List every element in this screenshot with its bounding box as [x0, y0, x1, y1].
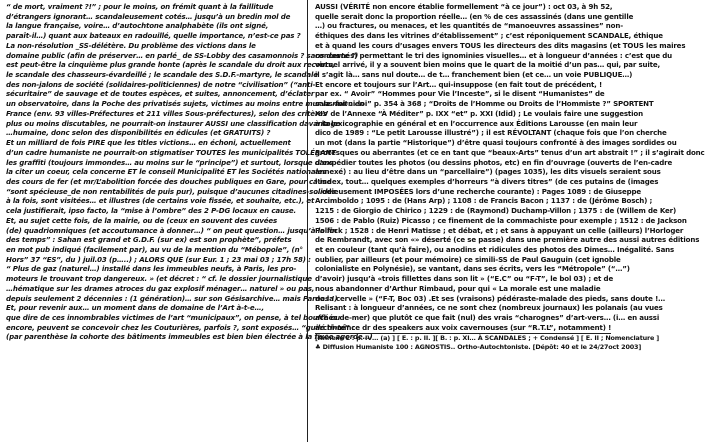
manuscript-line: “ Plus de gaz (naturel…) installé dans les immeubles neufs, à Paris, les pro-	[6, 264, 297, 274]
manuscript-line: d’un cadre humaniste ne pourrait-on stigmatiser TOUTES les municipalités TOLÉRANT	[6, 147, 336, 157]
manuscript-line: des non-jalons de société (solidaires-politiciennes) de notre “civilisation” (“anti-	[6, 79, 316, 89]
manuscript-line: la citer un coeur, cela concerne ET le conseil Municipalité ET les Sociétés nationales	[6, 167, 327, 177]
manuscript-line: par ex. “ Avoir” “Hommes pour Vie l’Inceste”, si le disent “Humanistes” de	[315, 89, 605, 99]
manuscript-line: …) ou fractures, ou menaces, et les quantités de “manoeuvres assassines” non-	[315, 21, 623, 31]
manuscript-line: …hématique sur les drames atroces du gaz explosif ménager… naturel » ou pas,	[6, 283, 315, 293]
manuscript-line: La non-résolution _SS-délétère. Du problème des victions dans le	[6, 40, 256, 50]
manuscript-line: Arcimboldo ; 1095 : de (Hans Arp) ; 1108 : de Francis Bacon ; 1137 : de (Jérôme Bosch) ;	[315, 196, 653, 206]
manuscript-line: grotesques ou aberrantes (et ce en tant que “beaux-Arts” tenus d’un art abstrait !” ; il s’agirait donc	[315, 147, 705, 157]
manuscript-line: colonialiste en Polynésie), se vantant, dans ses écrits, vers les “Métropole” (“…”)	[315, 264, 630, 274]
manuscript-line: et à quand les cours d’usages envers TOUS les directeurs des dits magasins (et TOUS les maires	[315, 40, 686, 50]
manuscript-line: “sont spécieuse_de non rentabilités de puis pur), puisque d’aucunes citadines-solides	[6, 186, 337, 196]
right-page-footer	[315, 334, 660, 352]
manuscript-line: des temps” : Sahan est grand et G.D.F. (sur ex) est son prophète”, préfets	[6, 235, 292, 245]
manuscript-line: moteurs le trouvant trop dangereux. » (et décret : “ cf. le dossier journalistique	[6, 274, 312, 284]
manuscript-line: de la cervelle » (“F-T, Boc 03) .Et ses (vraisons) pédéraste-malade des pieds, sans doute !…	[315, 293, 666, 303]
manuscript-line: d’expédier toutes les photos (ou dessins photos, etc) en fin d’ouvrage (ouverts de l’en-cadre	[315, 157, 673, 167]
footer-line: [Annexe L : p. IV… (a) ] [ E. : p. II. ][ B. : p. XI… À SCANDALES ; + Condensé ] [ E. II ; Nomenclature ]	[315, 334, 660, 343]
manuscript-line: achés de-mer) que plutôt ce que fait (nul) des vrais “charognes” d’art-vers… (i… en aussi	[315, 313, 660, 322]
manuscript-line: 1215 : de Giorgio de Chirico ; 1229 : de (Raymond) Duchamp-Villon ; 1375 : de (Willem de Ker)	[315, 206, 677, 216]
manuscript-line: d’avoir) jusqu’à «trois fillettes dans son lit » (“E.C” ou “F-T”, le bol 03) ; et de	[315, 274, 614, 284]
manuscript-line: il s’agit là… sans nul doute… de t… franchement bien (et ce… un voie PUBLIQUE…)	[315, 70, 633, 80]
manuscript-line: de Rembrandt, avec son «» déserté (ce se passe) dans une première autre des aussi autres éditions	[315, 235, 700, 245]
manuscript-line: d’étrangers ignorant… scandaleusement cotés… jusqu’à un bredin mol de	[6, 11, 291, 21]
manuscript-line: cela justifierait, ipso facto, la “mise à l’ombre” des 2 P-DG locaux en cause.	[6, 206, 297, 216]
manuscript-line: nous abandonner d’Arthur Rimbaud, pour qui « La morale est une maladie	[315, 283, 601, 293]
manuscript-line: Et, pour revenir aux… un moment dans de domaine de l’Art à-t-e…,	[6, 303, 264, 313]
manuscript-line: en mot pub indiqué (facilement par), au vu de la mention du “Mébopole”, (n°	[6, 244, 303, 254]
manuscript-line: l’index, tout… quelques exemples d’horreurs “à divers titres” (de ces putains de (images	[315, 176, 659, 186]
manuscript-line: XIV de l’Annexe “À Méditer” p. IXX “et” p. XXI (Idid) ; Le voulais faire une suggestion	[315, 108, 643, 118]
manuscript-line: oublier, par ailleurs (et pour mémoire) ce simili-SS de Paul Gauguin (cet ignoble	[315, 254, 621, 264]
manuscript-line: annexé) : au lieu d’être dans un “parcellaire”) (pages 1035), les dits visuels seraient sous	[315, 167, 661, 177]
manuscript-line: sécuritaire” de sauvage et de toutes espèces, et suites, annoncement, d’éclater	[6, 89, 315, 99]
manuscript-line: France (env. 93 villes-Préfectures et 211 villes Sous-préfectures), selon des critères	[6, 108, 327, 118]
manuscript-line: un observatoire, dans la Poche des privatisés sujets, victimes au moins entre mur la nuit : en	[6, 99, 365, 109]
manuscript-line: …odieusement IMPOSÉES lors d’une recherche courante) : Pages 1089 : de Giuseppe	[315, 186, 641, 196]
manuscript-line: à la lexicographie en général et en l’occurrence aux Éditions Larousse (en main leur	[315, 118, 638, 128]
manuscript-line: le scandale des chasseurs-évardeillé ; le scandale des S.D.F.-martyre, le scandale	[6, 70, 318, 80]
manuscript-line: Hors” 37 “ES”, du ) juil.03 (p…..) ; ALORS QUE (sur Eur. 1 ; 23 mai 03 ; 17h 58) :	[6, 254, 311, 264]
manuscript-line: Et encore et toujours sur l’Art… qui-insuppose (en fait tout de précédent, !	[315, 79, 603, 89]
manuscript-line: virtuel arrivé, il y a souvent bien moins que le quart de la moitié d’un pas… qui, par suite,	[315, 60, 661, 70]
manuscript-line: …humaine, donc selon des disponibilités en édicules (et GRATUITS) ?	[6, 128, 271, 138]
manuscript-line: que dire de ces innombrables victimes de l’art “municipaux”, on pense, à tel bouffé ou	[6, 313, 340, 322]
manuscript-line: (de) quadriomniques (et accoutumance à donner…) “ on peut question… jusqu’à la fin	[6, 225, 337, 235]
manuscript-line: Pollock ; 1528 : de Henri Matisse ; et débat, et ; et sans à appuyant un celle (ailleurs) l’Horloger	[315, 225, 684, 235]
manuscript-line: les graffiti (toujours immondes… au moins sur le “principe”) et surtout, lorsque dans	[6, 157, 334, 167]
manuscript-line: paraît-il…) quant aux bateaux en radouillé, quelle importance, n’est-ce pas ?	[6, 31, 301, 41]
manuscript-line: et en couleur (tant qu’à faire), ou anodins et ridicules des photos des Dimes… Inégalité. Sans	[315, 244, 675, 254]
manuscript-line: dico de 1989 : “Le petit Larousse illustré”) ; il est RÉVOLTANT (chaque fois que l’on cherche	[315, 128, 667, 138]
manuscript-line: Et, au sujet cette fois, de la mairie, ou de (ceux en souvent des cuvées	[6, 215, 278, 225]
manuscript-line: encore, peuvent se concevoir chez les Couturières, parfois ?, sont exposés… “guilé tinté” :	[6, 322, 355, 332]
manuscript-line: est peut-être la cinquième plus grande honte (après le scandale du droit aux recours,	[6, 60, 335, 70]
right-page-text	[315, 2, 705, 332]
right-manuscript-page	[308, 0, 705, 442]
manuscript-line: un mot (dans la partie “Historique”) d’être quasi toujours confronté à des images sordides ou	[315, 138, 677, 148]
manuscript-line: “ de mort, vraiment ?!” ; pour le moins, on frémit quant à la faillitude	[6, 2, 274, 11]
manuscript-line: éthiques des dans les vitrines d’établissement” ; c’est réponiquement SCANDALE, éthique	[315, 31, 663, 41]
manuscript-line: Relisant : à longueur d’années, ce ne sont chez (nombreux journaux) les polanais (au vues	[315, 303, 663, 313]
manuscript-line: quelle serait donc la proportion réelle… (en % de ces assassinés (dans une gentille	[315, 11, 634, 21]
manuscript-line: plus ou moins discutables, ne pourrait-on instaurer AUSSI une classification davantage	[6, 118, 341, 128]
manuscript-line: à la fois, sont visitées… et illustres (de certains voie fissée, et souhaite, etc.), et	[6, 196, 315, 206]
manuscript-line: la langue française, voire… d’autochtone analphabète (ils ont signé,	[6, 21, 269, 31]
manuscript-line: AUSSI (VÉRITÉ non encore établie formellement “à ce jour”) : oct 03, à 9h 52,	[315, 2, 613, 11]
manuscript-line: des cours de fer (et mr/L’abolition forcée des douches publiques en Gare, pour cause	[6, 176, 332, 186]
manuscript-line: concernés) permettant le tri des ignominies visuelles… et à longueur d’années : c’est que du	[315, 50, 673, 60]
manuscript-line: domaine public (afin de préserver… en parlé_ de SS-Lobby des casamonnois ? sans doute ?)	[6, 50, 359, 60]
manuscript-line: depuis seulement 2 décennies : (1 génération)… sur son Gésisarchive… mais Parnas !)	[6, 293, 338, 303]
manuscript-line: 1506 : de Pablo (Ruiz) Picasso ; ce finement de la commachiste pour exemple ; 1512 : de Jackson	[315, 215, 687, 225]
manuscript-line: Et un milliard de fois PIRE que les titles victions… en échoni, actuellement	[6, 138, 291, 148]
footer-line: ♣ Diffusion Humaniste 100 : AGNOSTIS.. Ortho-Autochtoniste. [Dépôt: 40 et le 24/27oct 2003]	[315, 343, 642, 352]
manuscript-line: sans-foi-ni-loi” p. 354 à 368 ; “Droits de l’Homme ou Droits de l’Hommiste ?” SPORTENT	[315, 99, 654, 109]
manuscript-line: (par parenthèse la cohorte des bâtiments immeubles est bien bien électrée à la fixée agorde…)	[6, 332, 373, 342]
manuscript-line: archi-mince dr des speakers aux voix cavernouses (sur “R.T.L”, notamment) !	[315, 322, 612, 332]
